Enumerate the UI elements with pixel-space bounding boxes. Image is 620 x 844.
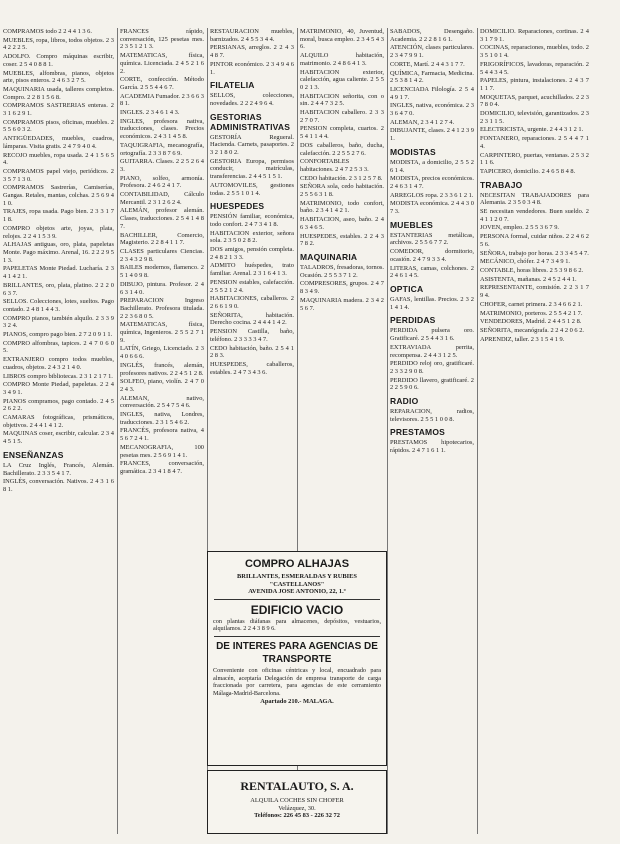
classified-ad: ALHAJAS antiguas, oro, plata, papeletas Monte. Pago máximo. Arenal, 16. 2 2 2 9 5 1 3. <box>3 241 114 264</box>
section-heading: RADIO <box>390 396 419 407</box>
display-ads-box <box>207 551 387 766</box>
classified-ad: SEÑORITA, habitación. Derecho cocina. 2 4 4 4 1 4 2. <box>210 311 294 327</box>
rentalauto-ad-box <box>207 770 387 834</box>
classified-ad: HABITACION caballero. 2 3 3 2 7 0 7. <box>300 109 384 124</box>
classified-ad: PIANO, solfeo, armonía. Profesora. 2 4 6 2 4 1 7. <box>120 174 204 190</box>
classified-ad: TAQUIGRAFIA, mecanografía, ortografía. 2 3 3 8 7 6 9. <box>120 141 204 157</box>
section-heading: HUESPEDES <box>210 201 265 212</box>
classified-ad: COMPRO pianos, también alquilo. 2 3 3 9 3 2 4. <box>3 314 114 330</box>
classified-ad: PERDIDO reloj oro, gratificaré. 2 3 3 2 9 0 8. <box>390 360 474 375</box>
classified-ad: RECOJO muebles, ropa usada. 2 4 1 5 6 5 4. <box>3 151 114 167</box>
classified-ad: ATENCIÓN, clases particulares. 2 3 4 7 9 9 1. <box>390 44 474 60</box>
classified-ad: MATRIMONIO, 40, Juventud, moral, busca empleo. 2 3 4 5 4 3 6. <box>300 28 384 51</box>
classified-ad: BRILLANTES, oro, plata, platino. 2 2 2 0 6 3 7. <box>3 281 114 297</box>
classified-ad: MECANOGRAFIA, 100 pesetas mes. 2 5 6 9 1 4 1. <box>120 443 204 459</box>
section-heading: MODISTAS <box>390 146 436 157</box>
column-2 <box>117 28 207 834</box>
classified-ad: CLASES particulares Ciencias. 2 3 4 3 2 9 8. <box>120 247 204 263</box>
classified-ad: ELECTRICISTA, urgente. 2 4 4 3 1 2 1. <box>480 126 584 134</box>
classified-ad: PERDIDO llavero, gratificaré. 2 2 2 5 9 0 6. <box>390 376 474 392</box>
classified-ad: MATEMATICAS, física, química. Licenciada. 2 4 5 2 1 6 2. <box>120 52 204 75</box>
classified-ad: PERSIANAS, arreglos. 2 2 4 3 4 8 7. <box>210 44 294 60</box>
classified-ad: QUÍMICA, Farmacia, Medicina. 2 5 3 8 1 4 2. <box>390 69 474 85</box>
classified-ad: SOLFEO, piano, violín. 2 4 7 0 2 4 3. <box>120 378 204 393</box>
classified-ad: DOMICILIO. Reparaciones, cortinas. 2 4 3 1 7 9 1. <box>480 28 589 43</box>
section-heading: PRESTAMOS <box>390 427 446 438</box>
classified-ad: CORTE, confección. Método García. 2 5 5 4 4 6 7. <box>120 76 204 91</box>
classified-ad: LATÍN, Griego, Licenciado. 2 3 4 0 6 6 6. <box>120 345 204 361</box>
column-rule <box>477 28 478 834</box>
classified-ad: CAMARAS fotográficas, prismáticos, objetivos. 2 4 4 1 4 1 2. <box>3 414 114 429</box>
classified-ad: GUITARRA. Clases. 2 2 5 2 6 4 3. <box>120 158 204 173</box>
ad-description: Conveniente con oficinas céntricas y local, encuadrado para almacén, aceptaría Delegación de empresa transporte de carga fraccionada por carretera, para agencias de este cerramiento Málaga-Madrid-Barcelona. <box>213 666 381 697</box>
classified-ad: REPRESENTANTE, comisión. 2 2 3 1 7 9 4. <box>480 284 589 300</box>
classified-ad: SELLOS, colecciones, novedades. 2 2 2 4 9 6 4. <box>210 92 294 107</box>
classified-ad: ALEMAN, 2 3 4 1 2 7 4. <box>390 118 455 126</box>
classified-ad: MODISTA, a domicilio, 2 5 5 2 6 1 4. <box>390 158 474 174</box>
classified-ad: DOS caballeros, baño, ducha, calefacción. 2 2 5 5 2 7 6. <box>300 141 384 157</box>
classified-ad: PENSION completa, cuartos. 2 5 4 1 1 4 4. <box>300 125 384 141</box>
classified-ad: HABITACION, aseo, baño. 2 4 6 3 4 6 5. <box>300 216 384 231</box>
classified-ad: RESTAURACION muebles, barnizados. 2 4 5 5 3 4 4. <box>210 28 294 43</box>
classified-ad: CARPINTERO, puertas, ventanas. 2 5 3 2 1 1 6. <box>480 151 589 167</box>
classified-ad: SABADOS, Desengaño. Academia. 2 2 2 8 1 6 1. <box>390 28 474 43</box>
classified-ad: TRAJES, ropa usada. Pago bien. 2 3 3 1 7 1 8. <box>3 208 114 224</box>
classified-ad: MOQUETAS, parquet, acuchillados. 2 2 3 7 8 0 4. <box>480 93 589 109</box>
classified-ad: PIANOS compramos, pago contado. 2 4 5 2 6 2 2. <box>3 397 114 413</box>
section-heading: ENSEÑANZAS <box>3 449 64 460</box>
classified-ad: ARREGLOS ropa. 2 3 3 6 1 2 1. <box>390 191 474 199</box>
classified-ad: BACHILLER, Comercio, Magisterio. 2 2 8 4 1 1 7. <box>120 231 204 247</box>
classified-ad: GESTORÍA Regueral. Hacienda. Carnets, pasaportes. 2 3 2 1 8 0 2. <box>210 133 294 157</box>
classified-ad: ADOLFO. Compro máquinas escribir, coser. 2 5 4 0 8 8 1. <box>3 53 114 68</box>
classified-ad: PIANOS, compro pago bien. 2 7 2 0 9 1 1. <box>3 331 113 339</box>
classified-ad: ASISTENTA, mañanas. 2 4 5 2 4 4 1. <box>480 275 577 283</box>
classified-ad: SELLOS. Colecciones, lotes, sueltos. Pago contado. 2 4 8 1 4 4 3. <box>3 298 114 313</box>
classified-ad: INGLES, nativa, económica. 2 3 3 6 4 7 0. <box>390 102 474 118</box>
classified-ad: COMPRAMOS pisos, oficinas, muebles. 2 5 5 6 0 3 2. <box>3 118 114 134</box>
classified-ad: MATRIMONIO, todo confort, baño. 2 3 4 1 4 2 1. <box>300 199 384 215</box>
section-heading: OPTICA <box>390 283 424 294</box>
classified-ad: INGLÉS, conversación. Nativos. 2 4 3 1 6 8 1. <box>3 478 114 493</box>
classified-ad: DOMICILIO, televisión, garantizados. 2 3 2 3 1 1 5. <box>480 110 589 125</box>
classified-ad: INGLES, nativa, Londres, traducciones. 2 3 1 5 4 6 2. <box>120 411 204 426</box>
classified-ad: HABITACION exterior, calefacción, agua caliente. 2 5 5 0 2 1 3. <box>300 68 384 91</box>
classified-ad: PERDIDA pulsera oro. Gratificaré. 2 5 4 4 3 1 6. <box>390 327 474 343</box>
classified-ad: NECESITAN TRABAJADORES para Alemania. 2 3 5 0 3 4 8. <box>480 191 589 207</box>
classified-ad: ALQUILO habitación, matrimonio. 2 4 8 6 4 1 3. <box>300 52 384 67</box>
column-1 <box>0 28 117 834</box>
column-5 <box>387 28 477 834</box>
ad-title-compro-alhajas: COMPRO ALHAJAS <box>244 558 350 570</box>
classified-ad: MATRIMONIO, porteros. 2 5 5 4 2 1 7. <box>480 309 583 317</box>
classified-ad: INGLES, profesora nativa, traducciones, clases. Precios económicos. 2 4 3 1 4 5 8. <box>120 117 204 141</box>
classified-ad: TAPICERO, domicilio. 2 4 6 5 8 4 8. <box>480 167 576 175</box>
classified-ad: BAILES modernos, flamenco. 2 5 1 4 0 9 8. <box>120 264 204 280</box>
classified-ad: PAPELETAS Monte Piedad. Lucharía. 2 3 4 1 4 2 1. <box>3 265 114 281</box>
classified-ad: MUEBLES, alfombras, pianos, objetos arte, pisos enteros. 2 4 6 3 2 7 5. <box>3 69 114 85</box>
classified-ad: MAQUINARIA usada, talleres completos. Compro. 2 2 8 1 5 6 8. <box>3 85 114 101</box>
section-heading: FILATELIA <box>210 80 255 91</box>
classified-ad: CORTE, Martí. 2 4 4 3 1 7 7. <box>390 60 465 68</box>
classified-ad: FRANCÉS, profesora nativa, 4 5 6 7 2 4 1. <box>120 427 204 443</box>
classified-ad: COMPRESORES, grupos. 2 4 7 8 3 4 9. <box>300 280 384 296</box>
classified-ad: ESTANTERIAS metálicas, archivos. 2 5 5 6 7 7 2. <box>390 231 474 247</box>
column-rule <box>117 28 118 834</box>
ad-address: AVENIDA JOSE ANTONIO, 22, 1.º <box>248 588 346 596</box>
ad-subtitle: BRILLANTES, ESMERALDAS Y RUBIES "CASTELLANOS" <box>237 573 357 588</box>
classified-ad: JOVEN, empleo. 2 5 5 3 6 7 9. <box>480 224 559 232</box>
ad-title-rentalauto: RENTALAUTO, S. A. <box>240 779 354 793</box>
classified-ad: ALEMÁN, profesor alemán. Clases, traducciones. 2 5 4 1 4 8 7. <box>120 207 204 230</box>
classified-ad: CONTABILIDAD, Cálculo Mercantil. 2 3 1 2 6 2 4. <box>120 191 204 206</box>
classified-ad: TALADROS, fresadoras, tornos. Ocasión. 2 5 5 3 7 1 2. <box>300 263 384 279</box>
classified-ad: EXTRANJERO compro todos muebles, cuadros, objetos. 2 4 3 2 1 4 0. <box>3 356 114 371</box>
classified-ad: FRIGORÍFICOS, lavadoras, reparación. 2 5 4 4 3 4 5. <box>480 60 589 76</box>
classified-ad: PENSION Castilla, baño, teléfono. 2 3 3 3 3 4 7. <box>210 328 294 343</box>
classified-ad: GESTORIA Europa, permisos conducir, matrículas, transferencias. 2 4 4 5 1 5 1. <box>210 157 294 181</box>
ad-title-transporte: DE INTERES PARA AGENCIAS DE TRANSPORTE <box>216 640 378 665</box>
ad-footer: Apartado 210.- MALAGA. <box>260 698 334 706</box>
ad-title-edificio-vacio: EDIFICIO VACIO <box>250 602 344 617</box>
ad-address: Velázquez, 30. <box>278 804 316 812</box>
classified-ad: SE necesitan vendedores. Buen sueldo. 2 4 1 1 2 0 7. <box>480 208 589 223</box>
ad-description: con plantas diáfanas para almacenes, depósitos, vestuarios, alquilamos. 2 2 4 3 8 9 6. <box>213 617 381 633</box>
classified-ad: LICENCIADA Filología. 2 5 4 4 9 1 7. <box>390 85 474 101</box>
classified-ad: VENDEDORES, Madrid. 2 4 4 5 1 2 8. <box>480 318 582 326</box>
classified-ad: REPARACION, radios, televisores. 2 5 5 1 0 0 8. <box>390 408 474 423</box>
classified-ad: HUESPEDES, estables. 2 2 4 3 7 8 2. <box>300 232 384 248</box>
classified-ad: LITERAS, camas, colchones. 2 2 4 6 1 4 5. <box>390 264 474 280</box>
classified-ad: COMPRAMOS Sastrerías, Camiserías, Gangas. Retales, mantas, colchas. 2 5 6 9 4 1 0. <box>3 184 114 207</box>
classified-ad: PINTOR económico. 2 3 4 9 4 6 1. <box>210 60 294 76</box>
classified-ad: CONFORTABLES habitaciones. 2 4 7 2 5 3 3. <box>300 158 369 173</box>
classified-ad: DOS amigos, pensión completa. 2 4 8 2 1 3 3. <box>210 246 294 261</box>
classified-ad: SEÑORA sola, cedo habitación. 2 5 5 6 3 1 8. <box>300 183 384 199</box>
classified-ad: COMPRAMOS papel viejo, periódicos. 2 3 5 7 1 3 0. <box>3 167 114 183</box>
classified-ad: HABITACION señorita, con o sin. 2 4 4 7 3 2 5. <box>300 92 384 108</box>
classified-ad: MUEBLES, ropa, libros, todos objetos. 2 3 4 2 2 2 5. <box>3 36 114 52</box>
classified-ad: PAPELES, pintura, instalaciones. 2 4 3 7 1 1 7. <box>480 77 589 92</box>
classified-ad: EXTRAVIADA perrita, recompensa. 2 4 4 3 1 2 5. <box>390 343 474 359</box>
classified-ad: CEDO habitación. 2 3 1 2 5 7 8. <box>300 174 383 182</box>
classified-ad: DIBUJO, pintura. Profesor. 2 4 6 3 1 4 0. <box>120 280 204 296</box>
classified-ad: MODISTA, precios económicos. 2 4 6 3 1 4 7. <box>390 175 474 190</box>
classified-ad: PREPARACION Ingreso Bachillerato. Profesora titulada. 2 2 3 6 8 0 5. <box>120 297 204 320</box>
classified-ad: COMPRO Monte Piedad, papeletas. 2 2 4 3 4 9 1. <box>3 381 114 396</box>
classified-ad: MAQUINAS coser, escribir, calcular. 2 3 4 4 5 1 5. <box>3 430 114 446</box>
classified-ad: MODISTA económica. 2 4 4 3 0 7 3. <box>390 200 474 216</box>
classified-ad: INGLÉS, francés, alemán, profesores nativos. 2 2 4 5 1 2 8. <box>120 361 204 377</box>
classified-ad: SEÑORITA, mecanógrafa. 2 2 4 2 0 6 2. <box>480 326 585 334</box>
classified-ad: COMPRO alfombras, tapices. 2 4 7 0 6 0 5. <box>3 339 114 355</box>
classified-ad: APRENDIZ, taller. 2 3 1 5 4 1 9. <box>480 335 565 343</box>
classified-ad: COMPRAMOS SASTRERIAS enteras. 2 3 1 6 2 9 1. <box>3 102 114 118</box>
section-heading: PERDIDAS <box>390 315 436 326</box>
classified-ad: COCINAS, reparaciones, muebles, todo. 2 3 5 1 0 1 4. <box>480 44 589 60</box>
section-heading: MAQUINARIA <box>300 251 358 262</box>
classified-ad: PENSION estables, calefacción. 2 5 5 2 1 2 4. <box>210 278 294 294</box>
classified-ad: FRANCES rápido, conversación, 125 pesetas mes. 2 3 5 1 2 1 3. <box>120 28 204 51</box>
classified-ad: LA Cruz Inglés, Francés, Alemán. Bachillerato. 2 3 3 5 4 1 7. <box>3 461 114 477</box>
divider <box>214 636 380 637</box>
classified-ad: CONTABLE, horas libres. 2 5 3 9 8 6 2. <box>480 266 584 274</box>
classified-ad: HUESPEDES, caballeros, estables. 2 4 7 3 4 3 6. <box>210 360 294 376</box>
classified-ad: MAQUINARIA madera. 2 3 4 2 5 6 7. <box>300 296 384 312</box>
classified-ad: COMPRAMOS todo 2 2 4 4 1 3 6. <box>3 28 92 35</box>
classified-ad: COMPRO objetos arte, joyas, plata, relojes. 2 2 4 1 5 3 9. <box>3 224 114 240</box>
column-6 <box>477 28 592 834</box>
ad-subtitle: ALQUILA COCHES SIN CHOFER <box>250 797 344 804</box>
section-heading: GESTORIAS ADMINISTRATIVAS <box>210 111 291 132</box>
classified-ad: ACADEMIA Fumador. 2 3 6 6 3 8 1. <box>120 92 204 108</box>
classified-ad: AUTOMOVILES, gestiones todas. 2 5 5 1 0 1 4. <box>210 181 294 197</box>
classified-ad: PRESTAMOS hipotecarios, rápidos. 2 4 7 1 6 1 1. <box>390 439 474 455</box>
section-heading: MUEBLES <box>390 219 433 230</box>
section-heading: TRABAJO <box>480 179 523 190</box>
classified-ad: DIBUJANTE, clases. 2 4 1 2 3 9 1. <box>390 127 474 143</box>
classified-ad: FONTANERO, reparaciones. 2 5 4 4 7 1 4. <box>480 135 589 150</box>
classified-ad: FRANCES, conversación, gramática. 2 3 4 1 8 4 7. <box>120 460 204 475</box>
classified-ad: PENSIÓN familiar, económica, todo confort. 2 4 7 3 4 1 8. <box>210 213 294 228</box>
classified-ad: SEÑORA, trabajo por horas. 2 3 3 4 5 4 7. <box>480 249 589 257</box>
classified-ad: HABITACIONES, caballeros. 2 2 6 6 1 9 0. <box>210 295 294 310</box>
classified-ad: ALEMAN, nativo, conversación. 2 5 4 7 5 4 6. <box>120 394 204 410</box>
classified-ad: MECÁNICO, chófer. 2 4 7 3 4 9 1. <box>480 258 570 266</box>
classified-ad: ADMITO huéspedes, trato familiar. Arenal. 2 3 1 6 4 1 3. <box>210 262 294 278</box>
divider <box>214 599 380 600</box>
classified-ad: HABITACION exterior, señora sola. 2 3 5 0 2 8 2. <box>210 229 294 245</box>
classified-ad: MATEMATICAS, física, química, Ingenieros. 2 5 5 2 7 1 9. <box>120 321 204 344</box>
ad-phone: Teléfonos: 226 45 83 - 226 32 72 <box>254 812 340 820</box>
classified-ad: LIBROS compro bibliotecas. 2 3 1 2 1 7 1. <box>3 372 113 380</box>
classified-ad: INGLES. 2 3 4 6 1 4 3. <box>120 109 180 117</box>
classified-ad: CEDO habitación, baño. 2 5 4 1 2 8 3. <box>210 344 294 360</box>
classified-ad: PERSONA formal, cuidar niños. 2 2 4 6 2 5 6. <box>480 233 589 248</box>
classified-ad: CHOFER, carnet primera. 2 3 4 6 6 2 1. <box>480 300 583 308</box>
column-rule <box>387 28 388 834</box>
classified-ad: ANTIGÜEDADES, muebles, cuadros, lámparas. Visita gratis. 2 4 7 9 4 0 4. <box>3 135 114 150</box>
classified-ad: COMEDOR, dormitorio, ocasión. 2 4 7 9 3 3 4. <box>390 248 474 263</box>
classified-ad: GAFAS, lentillas. Precios. 2 3 2 1 4 1 4. <box>390 295 474 311</box>
